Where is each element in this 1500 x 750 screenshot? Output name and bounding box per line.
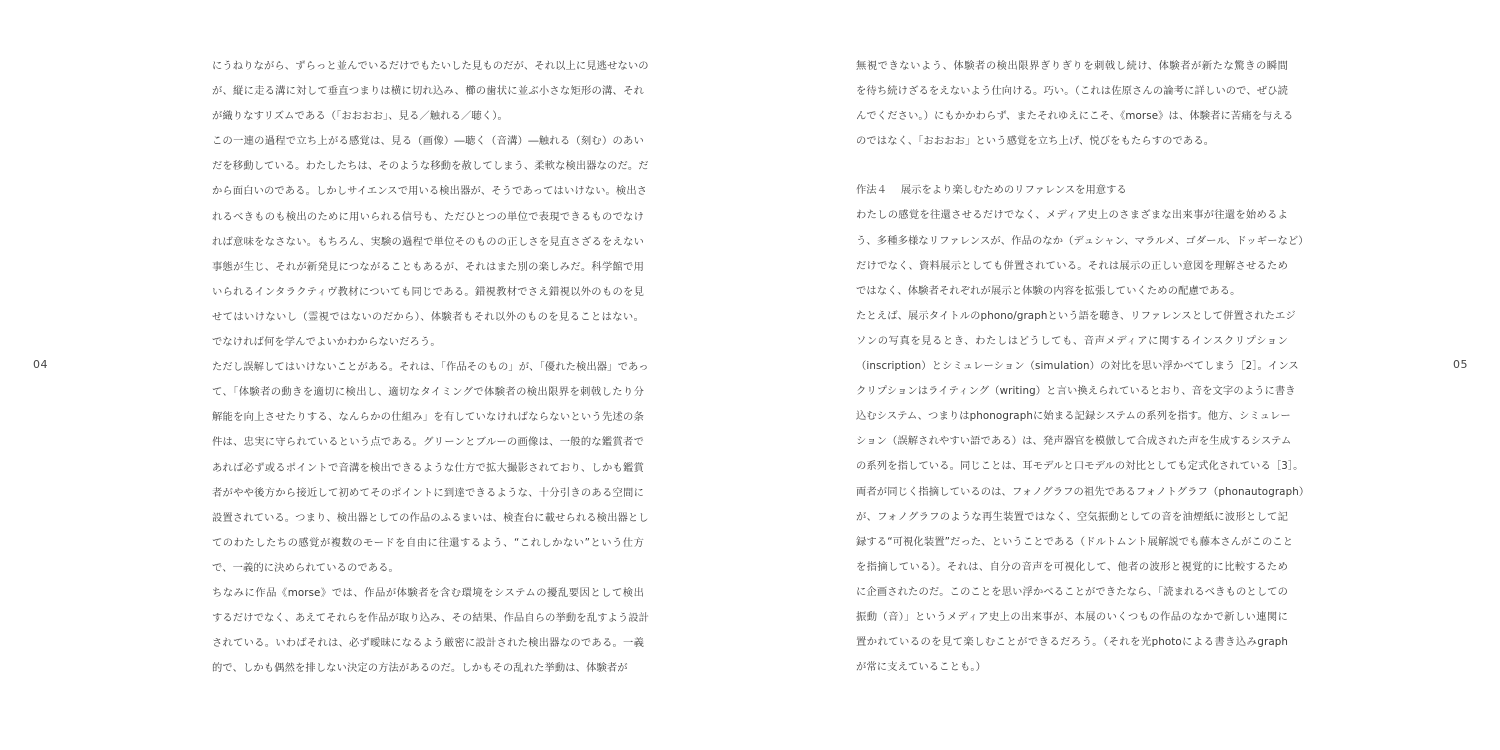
section-heading-title: 展示をより楽しむためのリファレンスを用意する	[900, 184, 1127, 197]
text-line: で、一義的に決められているのである。	[212, 561, 399, 574]
text-line: て、「体験者の動きを適切に検出し、適切なタイミングで体験者の検出限界を刺戟したり分	[212, 386, 644, 399]
text-line: 的で、しかも偶然を排しない決定の方法があるのだ。しかもその乱れた挙動は、体験者が	[212, 662, 628, 675]
text-line: から面白いのである。しかしサイエンスで用いる検出器が、そうであってはいけない。検出さ	[212, 185, 648, 198]
text-line: わたしの感覚を往還させるだけでなく、メディア史上のさまざまな出来事が往還を始めるよ	[856, 209, 1288, 222]
text-line: 者がやや後方から接近して初めてそのポイントに到達できるような、十分引きのある空間に	[212, 486, 644, 499]
text-line: 置かれているのを見て楽しむことができるだろう。（それを光photoによる書き込みgraph	[856, 636, 1288, 649]
text-line: 事態が生じ、それが新発見につながることもあるが、それはまた別の楽しみだ。科学館で用	[212, 260, 644, 273]
text-line: 無視できないよう、体験者の検出限界ぎりぎりを刺戟し続け、体験者が新たな驚きの瞬間	[856, 60, 1288, 72]
section-spacer	[856, 154, 1288, 178]
text-line: だけでなく、資料展示としても併置されている。それは展示の正しい意図を理解させるため	[856, 259, 1288, 272]
text-line: たとえば、展示タイトルのphono/graphという語を聴き、リファレンスとして併置されたエジ	[856, 309, 1296, 322]
text-line: いられるインタラクティヴ教材についても同じである。錯視教材でさえ錯視以外のものを見	[212, 285, 644, 298]
text-line: に企画されたのだ。このことを思い浮かべることができたなら、「読まれるべきものとしての	[856, 585, 1288, 598]
text-line: にうねりながら、ずらっと並んでいるだけでもたいした見ものだが、それ以上に見逃せないの	[212, 60, 649, 72]
left-page-body	[212, 54, 650, 681]
text-line: 込むシステム、つまりはphonographに始まる記録システムの系列を指す。他方、シミュレー	[856, 410, 1291, 423]
section-heading-number: 作法４	[856, 184, 887, 197]
text-line: ソンの写真を見るとき、わたしはどうしても、音声メディアに関するインスクリプション	[856, 334, 1288, 347]
text-line: 設置されている。つまり、検出器としての作品のふるまいは、検査台に載せられる検出器とし	[212, 511, 649, 524]
text-line: 振動（音）」というメディア史上の出来事が、本展のいくつもの作品のなかで新しい連関に	[856, 610, 1288, 623]
text-line: 解能を向上させたりする、なんらかの仕組み」を有していなければならないという先述の条	[212, 411, 644, 424]
text-line: のではなく、「おおおお」という感覚を立ち上げ、悦びをもたらすのである。	[856, 135, 1215, 148]
page-number-right: 05	[1453, 358, 1468, 371]
text-line: を指摘している）。それは、自分の音声を可視化して、他者の波形と視覚的に比較するため	[856, 560, 1288, 573]
text-line: 録する“可視化装置”だった、ということである（ドルトムント展解説でも藤本さんがこのこと	[856, 535, 1294, 548]
text-line: が、フォノグラフのような再生装置ではなく、空気振動としての音を油煙紙に波形として記	[856, 510, 1288, 523]
text-line: う、多種多様なリファレンスが、作品のなか（デュシャン、マラルメ、ゴダール、ドッギーなど）	[856, 234, 1309, 247]
text-line: するだけでなく、あえてそれらを作品が取り込み、その結果、作品自らの挙動を乱すよう設計	[212, 612, 650, 625]
text-line: ただし誤解してはいけないことがある。それは、「作品そのもの」が、「優れた検出器」であっ	[212, 361, 649, 374]
text-line: ではなく、体験者それぞれが展示と体験の内容を拡張していくための配慮である。	[856, 284, 1241, 297]
text-line: されている。いわばそれは、必ず曖昧になるよう厳密に設計された検出器なのである。一義	[212, 637, 644, 650]
right-page-body	[856, 54, 1310, 680]
text-line: の系列を指している。同じことは、耳モデルと口モデルの対比としても定式化されている［3］。	[856, 460, 1304, 473]
page-number-left: 04	[33, 358, 48, 371]
text-line: が織りなすリズムである（「おおおお」、見る／触れる／聴く）。	[212, 110, 508, 123]
text-line: てのわたしたちの感覚が複数のモードを自由に往還するよう、“これしかない”という仕方	[212, 536, 644, 549]
text-line: を待ち続けざるをえないよう仕向ける。巧い。（これは佐原さんの論考に詳しいので、ぜひ読	[856, 85, 1288, 98]
text-line: この一連の過程で立ち上がる感覚は、見る（画像）―聴く（音溝）―触れる（刻む）のあい	[212, 135, 644, 148]
text-line: が、縦に走る溝に対して垂直つまりは横に切れ込み、櫛の歯状に並ぶ小さな矩形の溝、それ	[212, 85, 644, 98]
text-line: ちなみに作品《morse》では、作品が体験者を含む環境をシステムの擾乱要因として検出	[212, 586, 644, 599]
text-line: んでください。）にもかかわらず、またそれゆえにこそ、《morse》は、体験者に苦痛を与える	[856, 110, 1294, 123]
text-line: ション（誤解されやすい語である）は、発声器官を模倣して合成された声を生成するシステム	[856, 435, 1292, 448]
text-line: せてはいけないし（霊視ではないのだから）、体験者もそれ以外のものを見ることはない。	[212, 310, 644, 323]
text-line: だを移動している。わたしたちは、そのような移動を赦してしまう、柔軟な検出器なのだ。だ	[212, 160, 649, 173]
text-line: あれば必ず或るポイントで音溝を検出できるような仕方で拡大撮影されており、しかも鑑賞	[212, 461, 644, 474]
section-heading	[856, 178, 1288, 203]
text-line: （inscription）とシミュレーション（simulation）の対比を思い浮かべてしまう［2］。インス	[856, 360, 1299, 373]
text-line: 件は、忠実に守られているという点である。グリーンとブルーの画像は、一般的な鑑賞者で	[212, 436, 644, 449]
text-line: クリプションはライティング（writing）と言い換えられているとおり、音を文字のように書き	[856, 385, 1296, 398]
text-line: れば意味をなさない。もちろん、実験の過程で単位そのものの正しさを見直さざるをえない	[212, 235, 644, 248]
text-line: れるべきものも検出のために用いられる信号も、ただひとつの単位で表現できるものでなけ	[212, 210, 644, 223]
text-line: が常に支えていることも。）	[856, 661, 987, 674]
text-line: 両者が同じく指摘しているのは、フォノグラフの祖先であるフォノトグラフ（phonautograph）	[856, 485, 1310, 498]
text-line: でなければ何を学んでよいかわからないだろう。	[212, 336, 441, 349]
